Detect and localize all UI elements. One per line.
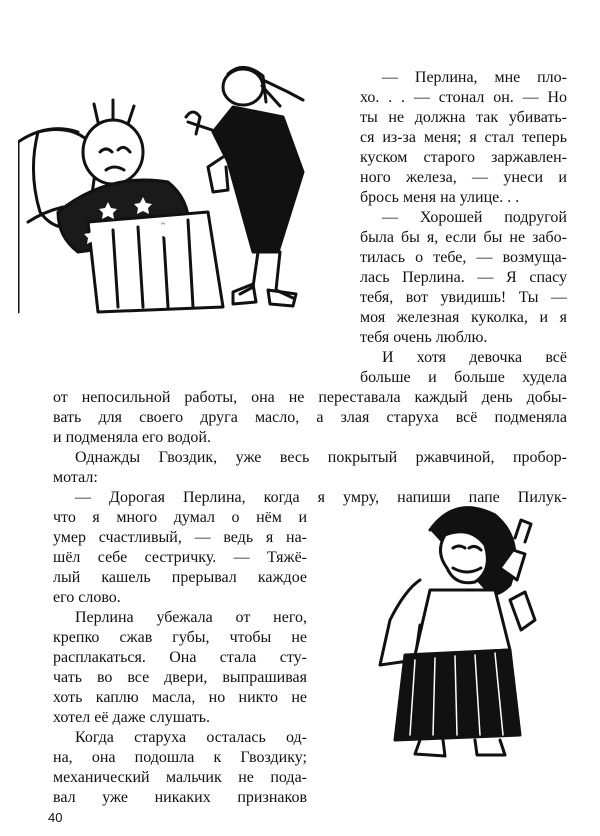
text-line: куском старого заржавлен- bbox=[360, 149, 567, 166]
text-line: Когда старуха осталась од- bbox=[75, 729, 307, 746]
text-line: ся из-за меня; я стал теперь bbox=[360, 129, 567, 146]
text-line: тилась о тебе, — возмуща- bbox=[360, 249, 567, 266]
text-line: тебя, вот увидишь! Ты — bbox=[360, 289, 567, 306]
illustration-sick-boy-and-girl bbox=[18, 62, 328, 322]
text-line: тебя очень люблю. bbox=[360, 329, 488, 346]
text-line: хотел её даже слушать. bbox=[53, 709, 211, 726]
text-line: вал уже никаких признаков bbox=[53, 789, 307, 806]
text-line: на, она подошла к Гвоздику; bbox=[53, 749, 307, 766]
text-line: хоть каплю масла, но никто не bbox=[53, 689, 307, 706]
text-line: И хотя девочка всё bbox=[382, 349, 567, 366]
text-line: больше и больше худела bbox=[360, 369, 567, 386]
text-line: шёл себе сестричку. — Тяжё- bbox=[53, 549, 307, 566]
text-line: ного железа, — унеси и bbox=[360, 169, 567, 186]
text-line: моя железная куколка, и я bbox=[360, 309, 567, 326]
text-line: была бы я, если бы не забо- bbox=[360, 229, 567, 246]
text-line: брось меня на улице. . . bbox=[360, 189, 520, 206]
text-line: крепко сжав губы, чтобы не bbox=[53, 629, 307, 646]
text-line: ты не должна так убивать- bbox=[360, 109, 567, 126]
text-line: хо. . . — стонал он. — Но bbox=[360, 89, 567, 106]
page-number: 40 bbox=[48, 810, 63, 825]
text-line: Перлина убежала от него, bbox=[75, 609, 307, 626]
text-line: Однажды Гвоздик, уже весь покрытый ржавчиной, пробор- bbox=[75, 449, 567, 466]
text-line: лый кашель прерывал каждое bbox=[53, 569, 307, 586]
text-line: — Дорогая Перлина, когда я умру, напиши папе Пилук- bbox=[75, 489, 567, 506]
text-line: расплакаться. Она стала сту- bbox=[53, 649, 307, 666]
illustration-old-woman bbox=[335, 490, 575, 760]
text-line: мотал: bbox=[53, 469, 98, 486]
text-line: и подменяла его водой. bbox=[53, 429, 211, 446]
text-line: вать для своего друга масло, а злая старуха всё подменяла bbox=[53, 409, 567, 426]
text-line: — Перлина, мне пло- bbox=[382, 69, 567, 86]
text-line: от непосильной работы, она не переставала каждый день добы- bbox=[53, 389, 567, 406]
text-line: чать во все двери, выпрашивая bbox=[53, 669, 307, 686]
text-line: лась Перлина. — Я спасу bbox=[360, 269, 567, 286]
text-line: умер счастливый, — ведь я на- bbox=[53, 529, 307, 546]
text-line: — Хорошей подругой bbox=[382, 209, 567, 226]
text-line: его слово. bbox=[53, 589, 121, 606]
text-line: механический мальчик не пода- bbox=[53, 769, 307, 786]
text-line: что я много думал о нём и bbox=[53, 509, 307, 526]
